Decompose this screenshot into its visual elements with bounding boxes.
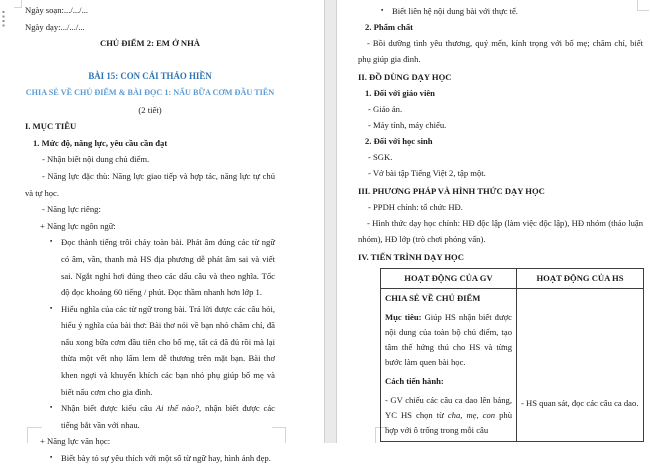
teacher-items-heading: 1. Đối với giáo viên [365,88,435,98]
gv-activity-cell [381,289,517,442]
dash-item: - PPDH chính: tổ chức HĐ. [368,202,463,212]
dash-item: - Năng lực riêng: [42,204,101,215]
table-header-gv: HOẠT ĐỘNG CỦA GV [381,269,517,289]
dash-item: - SGK. [368,152,393,162]
ngay-soan-line: Ngày soạn:.../.../... [25,5,89,15]
page-2-content [358,3,643,442]
plus-item: + Năng lực ngôn ngữ: [40,220,116,231]
section-iv-heading: IV. TIẾN TRÌNH DẠY HỌC [358,252,464,262]
subsection-1-heading: 1. Mức độ, năng lực, yêu cầu cần đạt [33,137,168,148]
gv-step-text: phù hợp với ô trống trong mỗi câu [385,410,512,435]
section-i-heading: I. MỤC TIÊU [25,121,77,132]
chu-diem-heading: CHỦ ĐIỂM 2: EM Ở NHÀ [99,38,201,49]
gv-section-title: CHIA SẺ VỀ CHỦ ĐIỂM [385,293,481,303]
bullet-item [50,301,275,401]
gv-objective [385,310,512,370]
gv-step-italic: cha, mẹ, con [447,410,496,420]
dash-item: - Vở bài tập Tiếng Việt 2, tập một. [368,168,486,178]
activity-table [380,268,644,442]
bullet-item [50,400,275,433]
plus-item: + Năng lực văn học: [40,436,111,447]
page-gap [324,0,337,443]
duration-line: (2 tiết) [138,104,162,115]
bai-heading: BÀI 15: CON CÁI THẢO HIỀN [88,71,212,82]
table-header-hs: HOẠT ĐỘNG CỦA HS [517,269,644,289]
bullet-text-italic: Ai thế nào? [155,403,199,414]
student-items-heading: 2. Đối với học sinh [365,136,433,146]
hs-step: - HS quan sát, đọc các câu ca dao. [521,398,639,408]
ngay-day-line: Ngày dạy:.../.../... [25,21,85,32]
bullet-square-icon: ▪ [381,7,384,14]
chia-se-subheading: CHIA SẺ VỀ CHỦ ĐIỂM & BÀI ĐỌC 1: NẤU BỮA CƠM ĐẦU TIÊN [25,87,275,97]
objective-text: Giúp HS nhận biết được nội dung của toàn bộ chủ điểm, tạo tâm thế hứng thú cho HS và từng bước làm quen bài học. [385,312,512,367]
bullet-text: Biết liên hệ nội dung bài với thực tế. [392,6,518,16]
bullet-text: Đọc thành tiếng trôi chảy toàn bài. Phát âm đúng các từ ngữ có âm, vần, thanh mà HS địa phương dễ phát âm sai và viết sai. Ngắt nghỉ hơi đúng theo các dấu câu và theo nghĩa. Tốc độ đọc khoảng 60 tiếng / phút. Đọc thầm nhanh hơn lớp 1. [61,237,275,298]
dash-item: - Năng lực đặc thù: Năng lực giao tiếp và hợp tác, năng lực tự chủ và tự học. [25,170,275,198]
section-ii-heading: II. ĐỒ DÙNG DẠY HỌC [358,72,452,82]
bullet-text: , nhận biết được các tiếng bắt vần với nhau. [61,403,275,430]
bullet-item [50,450,275,467]
dash-item: - Giáo án. [368,104,403,114]
gv-step-text: - GV chiếu các câu ca dao lên bảng, YC HS chọn từ [385,395,512,420]
bullet-square-icon: ▪ [50,304,53,312]
bullet-text: Nhận biết được kiểu câu [61,403,156,414]
dash-item: - Máy tính, máy chiếu. [368,120,447,130]
subsection-2-heading: 2. Phẩm chất [365,22,413,32]
bullet-text: Biết bày tỏ sự yêu thích với một số từ ngữ hay, hình ảnh đẹp. [61,453,271,464]
bullet-square-icon: ▪ [50,404,53,412]
objective-label: Mục tiêu: [385,312,425,322]
bullet-square-icon: ▪ [50,238,53,246]
crop-mark-top-left-icon [14,0,22,8]
dash-item: - Hình thức dạy học chính: HĐ độc lập (làm việc độc lập), HĐ nhóm (thảo luận nhóm), HĐ lớp (trò chơi phỏng vấn). [358,218,643,244]
table-header-row [381,269,644,289]
page-2[interactable] [337,0,650,443]
bullet-square-icon: ▪ [50,454,53,462]
table-row [381,289,644,442]
page-1-content [25,2,275,467]
gv-step [385,393,512,438]
section-iii-heading: III. PHƯƠNG PHÁP VÀ HÌNH THỨC DẠY HỌC [358,186,545,196]
drag-handle-icon[interactable] [2,10,5,28]
dash-item: - Nhận biết nội dung chủ điểm. [42,154,150,165]
procedure-label: Cách tiến hành: [385,376,444,386]
bullet-text: Hiểu nghĩa của các từ ngữ trong bài. Trả lời được các câu hỏi, hiểu ý nghĩa của bài thơ: Bài thơ nói về bạn nhỏ chăm chỉ, đã nấu xong bữa cơm đầu tiên cho bố mẹ, tất cả đã đủ rồi mà lại thừa một vết nhọ lấm lem dễ thương trên mặt bạn. Bài thơ khen ngợi và khuyến khích các bạn nhỏ phụ giúp bố mẹ và biết nấu cơm cho gia đình. [61,303,275,397]
hs-activity-cell [517,289,644,442]
dash-item: - Bồi dưỡng tình yêu thương, quý mến, kính trọng với bố mẹ; chăm chỉ, biết phụ giúp gia đình. [358,38,643,64]
page-1[interactable] [0,0,324,464]
bullet-item [50,234,275,300]
bullet-item [381,3,643,19]
